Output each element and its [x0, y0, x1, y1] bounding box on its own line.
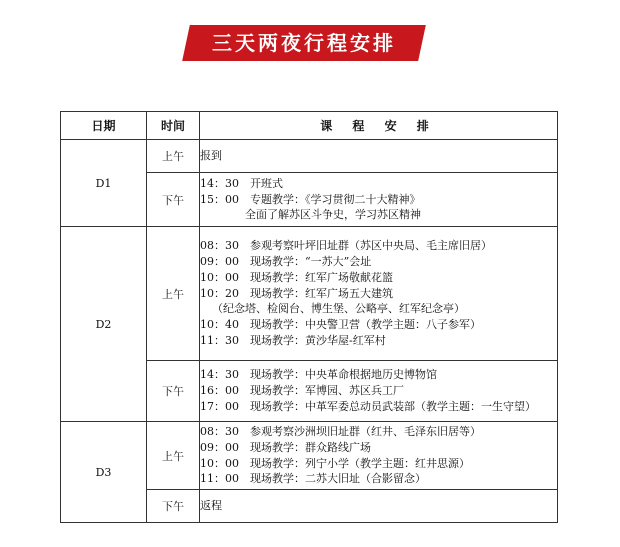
schedule-line: 10：00 现场教学：红军广场敬献花篮 [200, 270, 393, 284]
day-label: D2 [61, 227, 147, 422]
period-label: 上午 [147, 422, 200, 490]
table-row [61, 227, 558, 361]
schedule-cell [200, 361, 558, 422]
schedule-line: 11：00 现场教学：二苏大旧址（合影留念） [200, 472, 426, 486]
schedule-line: 10：00 现场教学：列宁小学（教学主题：红井思源） [200, 456, 470, 470]
schedule-line: 14：30 现场教学：中央革命根据地历史博物馆 [200, 368, 437, 382]
schedule-line: 09：00 现场教学：“一苏大”会址 [200, 255, 372, 268]
schedule-line: 08：30 参观考察沙洲坝旧址群（红井、毛泽东旧居等） [200, 424, 481, 438]
schedule-line: 09：00 现场教学：群众路线广场 [200, 440, 371, 454]
day-label: D1 [61, 140, 147, 227]
period-label: 下午 [147, 173, 200, 227]
period-label: 上午 [147, 140, 200, 173]
period-label: 下午 [147, 490, 200, 523]
header-time: 时间 [147, 112, 200, 140]
schedule-line: 08：30 参观考察叶坪旧址群（苏区中央局、毛主席旧居） [200, 239, 492, 253]
schedule-line: 11：30 现场教学：黄沙华屋-红军村 [200, 333, 386, 347]
schedule-line: （纪念塔、检阅台、博生堡、公略亭、红军纪念亭） [212, 302, 465, 316]
schedule-cell [200, 140, 558, 173]
schedule-line: 10：20 现场教学：红军广场五大建筑 [200, 286, 393, 300]
schedule-line: 15：00 专题教学：《学习贯彻二十大精神》 [200, 192, 421, 206]
period-label: 下午 [147, 361, 200, 422]
schedule-cell [200, 173, 558, 227]
schedule-table [60, 111, 558, 523]
header-row [61, 112, 558, 140]
table-row [61, 140, 558, 173]
schedule-line: 16：00 现场教学：军博园、苏区兵工厂 [200, 384, 404, 398]
schedule-line: 17：00 现场教学：中革军委总动员武装部（教学主题：一生守望） [200, 399, 536, 413]
schedule-line: 10：40 现场教学：中央警卫营（教学主题：八子参军） [200, 318, 481, 332]
schedule-line: 14：30 开班式 [200, 176, 283, 190]
page-title: 三天两夜行程安排 [212, 31, 396, 55]
header-date: 日期 [61, 112, 147, 140]
schedule-line: 报到 [200, 149, 222, 163]
schedule-line: 全面了解苏区斗争史，学习苏区精神 [245, 208, 421, 222]
schedule-cell [200, 490, 558, 523]
schedule-cell [200, 227, 558, 361]
day-label: D3 [61, 422, 147, 523]
schedule-cell [200, 422, 558, 490]
header-course: 课 程 安 排 [200, 112, 558, 140]
schedule-line: 返程 [200, 499, 222, 513]
period-label: 上午 [147, 227, 200, 361]
table-row [61, 422, 558, 490]
